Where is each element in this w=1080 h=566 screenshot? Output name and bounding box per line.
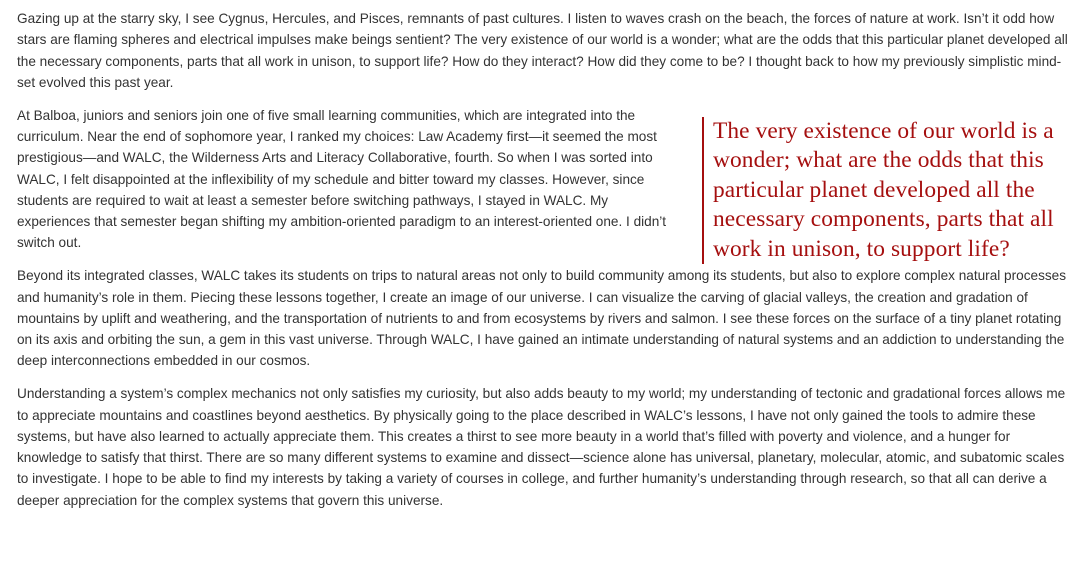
essay-paragraph-2: At Balboa, juniors and seniors join one of five small learning communities, which are integrated into the curriculum. Near the end of sophomore year, I ranked my choices: Law Academy first—it seemed the most prestigious—and WALC, the Wilderness Arts and Literacy Collaborative, fourth. So when I was sorted into WALC, I felt disappointed at the inflexibility of my schedule and bitter toward my classes. However, since students are required to wait at least a semester before switching pathways, I stayed in WALC. My experiences that semester began shifting my ambition-oriented paradigm to an interest-oriented one. I didn’t switch out. [17, 107, 667, 251]
essay-paragraph-3: Beyond its integrated classes, WALC takes its students on trips to natural areas not only to build community among its students, but also to explore complex natural processes and humanity’s role in them. Piecing these lessons together, I create an image of our universe. I can visualize the carving of glacial valleys, the creation and gradation of mountains by uplift and weathering, and the transportation of nutrients to and from ecosystems by rivers and salmon. I see these forces on the surface of a tiny planet rotating on its axis and orbiting the sun, a gem in this vast universe. Through WALC, I have gained an intimate understanding of natural systems and an addiction to understanding the deep interconnections embedded in our cosmos. [17, 268, 1067, 369]
essay-article [17, 8, 1075, 523]
essay-paragraph-1: Gazing up at the starry sky, I see Cygnus, Hercules, and Pisces, remnants of past cultures. I listen to waves crash on the beach, the forces of nature at work. Isn’t it odd how stars are flaming spheres and electrical impulses make beings sentient? The very existence of our world is a wonder; what are the odds that this particular planet developed all the necessary components, parts that all work in unison, to support life? How do they interact? How did they come to be? I thought back to how my previously simplistic mind-set evolved this past year. [17, 11, 1068, 90]
pull-quote: The very existence of our world is a wonder; what are the odds that this particular planet developed all the necessary components, parts that all work in unison, to support life? [702, 117, 1075, 265]
essay-paragraph-4: Understanding a system’s complex mechanics not only satisfies my curiosity, but also adds beauty to my world; my understanding of tectonic and gradational forces allows me to appreciate mountains and coastlines beyond aesthetics. By physically going to the place described in WALC’s lessons, I have not only gained the tools to admire these systems, but have also learned to actually appreciate them. This creates a thirst to see more beauty in a world that’s filled with poverty and violence, and a hunger for knowledge to satisfy that thirst. There are so many different systems to examine and dissect—science alone has universal, planetary, molecular, atomic, and subatomic scales to investigate. I hope to be able to find my interests by taking a variety of courses in college, and further humanity’s understanding through research, so that all can derive a deeper appreciation for the complex systems that govern this universe. [17, 386, 1066, 508]
